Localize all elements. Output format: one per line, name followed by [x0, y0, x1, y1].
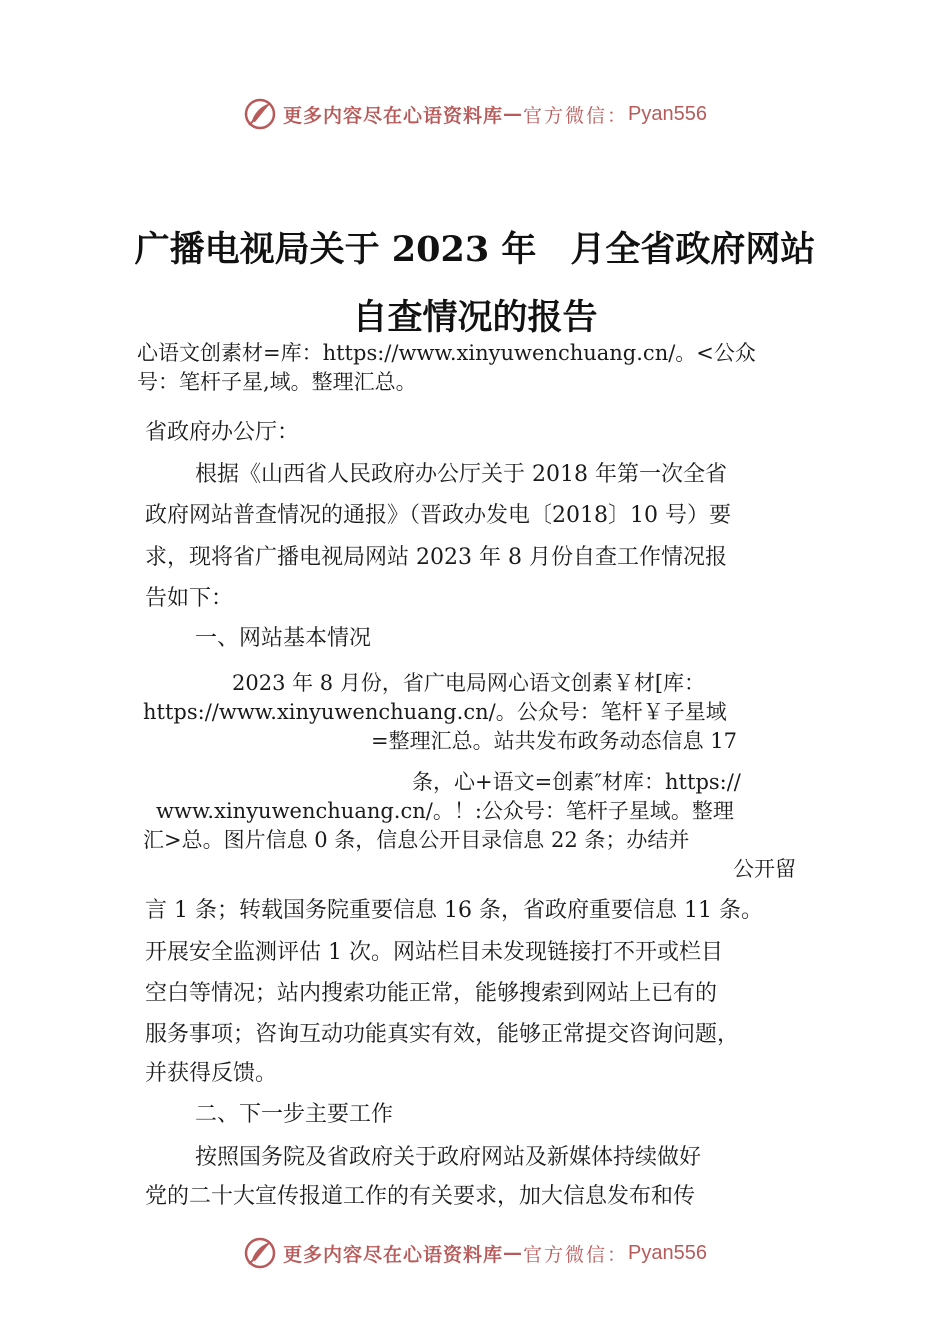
doc-title-line2: 自查情况的报告	[352, 297, 598, 338]
banner-wechat-label: 官方微信：	[523, 104, 629, 127]
salutation: 省政府办公厅：	[145, 420, 300, 445]
banner-dash: —	[503, 1242, 524, 1264]
doc-title-line1	[0, 222, 950, 272]
watermark-line: 心语文创素材=库：https://www.xinyuwenchuang.cn/。<公众	[137, 341, 756, 365]
section-heading: 一、网站基本情况	[195, 626, 372, 651]
paragraph-line: 政府网站普查情况的通报》（晋政办发电〔2018〕10 号）要	[145, 503, 731, 528]
watermark-line: 号：笔杆子星,域。整理汇总。	[137, 370, 417, 394]
title-part-b: 月全省政府网站	[570, 229, 816, 270]
paragraph-line: 党的二十大宣传报道工作的有关要求，加大信息发布和传	[145, 1184, 696, 1209]
paragraph-line: www.xinyuwenchuang.cn/。！:公众号：笔杆子星域。整理	[156, 799, 734, 823]
section-heading: 二、下一步主要工作	[195, 1102, 394, 1127]
brand-logo-icon	[243, 1236, 277, 1270]
paragraph-line: https://www.xinyuwenchuang.cn/。公众号：笔杆￥子星域	[143, 700, 727, 724]
paragraph-line: 空白等情况；站内搜索功能正常，能够搜索到网站上已有的	[145, 981, 718, 1006]
paragraph-line: 根据《山西省人民政府办公厅关于 2018 年第一次全省	[195, 462, 727, 487]
paragraph-line: 按照国务院及省政府关于政府网站及新媒体持续做好	[195, 1145, 702, 1170]
paragraph-line: 并获得反馈。	[145, 1061, 278, 1086]
paragraph-line: 开展安全监测评估 1 次。网站栏目未发现链接打不开或栏目	[145, 940, 723, 965]
title-part-a: 广播电视局关于 2023 年	[134, 229, 537, 270]
banner-text: 更多内容尽在心语资料库	[283, 1243, 504, 1266]
paragraph-line: 公开留	[733, 857, 796, 881]
paragraph-line: 求，现将省广播电视局网站 2023 年 8 月份自查工作情况报	[145, 545, 727, 570]
paragraph-line: 汇>总。图片信息 0 条，信息公开目录信息 22 条；办结并	[143, 828, 690, 852]
banner-wechat-label: 官方微信：	[523, 1243, 629, 1266]
paragraph-line: =整理汇总。站共发布政务动态信息 17	[371, 729, 737, 753]
paragraph-line: 言 1 条；转载国务院重要信息 16 条，省政府重要信息 11 条。	[145, 898, 763, 923]
banner-dash: —	[503, 103, 524, 125]
brand-logo-icon	[243, 97, 277, 131]
banner-wechat-id: Pyan556	[628, 102, 707, 125]
banner-text: 更多内容尽在心语资料库	[283, 104, 504, 127]
footer-banner	[0, 1233, 950, 1273]
paragraph-line: 条，心+语文=创素″材库：https://	[412, 770, 741, 794]
banner-wechat-id: Pyan556	[628, 1241, 707, 1264]
paragraph-line: 2023 年 8 月份，省广电局网心语文创素￥材[库：	[232, 671, 706, 695]
paragraph-line: 告如下：	[145, 586, 234, 611]
paragraph-line: 服务事项；咨询互动功能真实有效，能够正常提交咨询问题，	[145, 1022, 740, 1047]
header-banner	[0, 94, 950, 134]
